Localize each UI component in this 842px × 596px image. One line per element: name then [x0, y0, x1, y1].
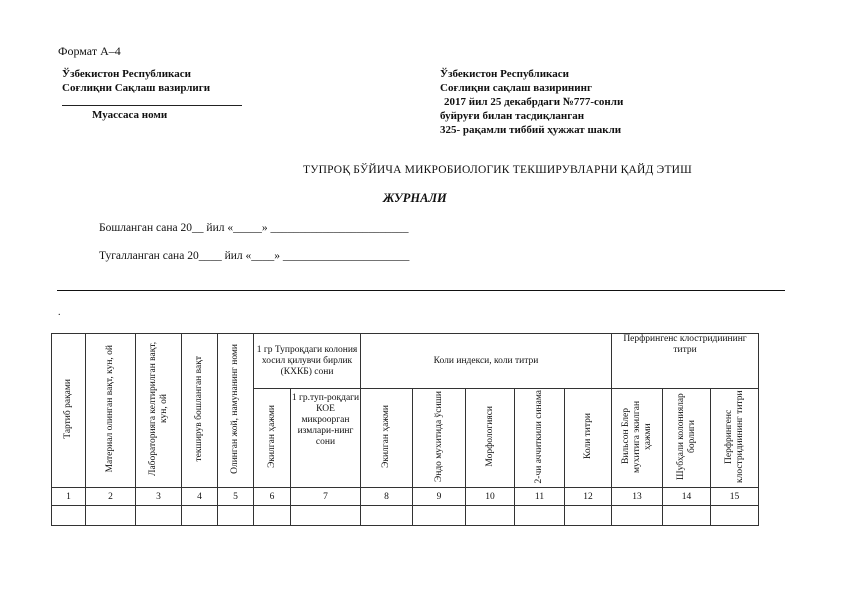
col-header-wilson-blair: Вильсон Блер мухитига экилган ҳажми: [620, 400, 653, 473]
col-header-sown-volume: Экилган ҳажми: [266, 405, 277, 468]
col-header-coli-sown-volume: Экилган ҳажми: [381, 405, 391, 468]
col-header-perfringens-titer: Перфрингенс клостридиининг титри: [723, 390, 745, 483]
header-cell-4: [182, 334, 218, 488]
register-table: [51, 333, 759, 526]
right-header-approved: буйруғи билан тасдиқланган: [440, 110, 585, 122]
col-number-6: 6: [254, 488, 291, 506]
empty-cell: [254, 506, 291, 526]
empty-cell: [361, 506, 413, 526]
col-number-5: 5: [218, 488, 254, 506]
header-cell-2: [86, 334, 136, 488]
col-number-4: 4: [182, 488, 218, 506]
empty-cell: [413, 506, 466, 526]
dot-mark: .: [58, 307, 61, 318]
header-cell-3: [136, 334, 182, 488]
col-number-11: 11: [515, 488, 565, 506]
header-cell-5: [218, 334, 254, 488]
institution-name-label: Муассаса номи: [92, 109, 168, 121]
col-number-1: 1: [52, 488, 86, 506]
col-number-14: 14: [663, 488, 711, 506]
header-cell-11: [515, 389, 565, 488]
header-cell-14: [663, 389, 711, 488]
header-cell-10: [466, 389, 515, 488]
col-header-suspect-colonies: Шубҳали колониялар борлиги: [675, 393, 697, 480]
left-header-ministry-name: Соғлиқни Сақлаш вазирлиги: [62, 82, 211, 94]
col-number-9: 9: [413, 488, 466, 506]
col-number-7: 7: [291, 488, 361, 506]
group-header-coli: Коли индекси, коли титри: [361, 334, 612, 389]
empty-cell: [515, 506, 565, 526]
empty-cell: [466, 506, 515, 526]
col-header-coli-titer: Коли титри: [582, 413, 593, 460]
empty-cell: [291, 506, 361, 526]
end-date-field: Тугалланган сана 20____ йил «____» ______________________: [99, 250, 410, 262]
col-number-12: 12: [565, 488, 612, 506]
document-title: ТУПРОҚ БЎЙИЧА МИКРОБИОЛОГИК ТЕКШИРУВЛАРНИ ҚАЙД ЭТИШ: [303, 164, 692, 176]
empty-cell: [612, 506, 663, 526]
header-cell-6: [254, 389, 291, 488]
col-number-10: 10: [466, 488, 515, 506]
right-header-line2: Соғлиқни сақлаш вазирининг: [440, 82, 592, 94]
col-header-material-taken: Материал олинган вақт, кун, ой: [105, 345, 115, 473]
group-header-cfu: 1 гр Тупроқдаги колония хосил қилувчи бирлик (КХКБ) сони: [254, 334, 361, 389]
empty-cell: [52, 506, 86, 526]
empty-cell: [182, 506, 218, 526]
header-cell-12: [565, 389, 612, 488]
right-header-order-date: 2017 йил 25 декабрдаги №777-сонли: [444, 96, 624, 108]
col-header-test-start: текширув бошланган вақт: [194, 356, 204, 462]
right-header-line1: Ўзбекистон Республикаси: [440, 68, 569, 80]
horizontal-separator: [57, 290, 785, 291]
col-header-order-number: Тартиб рақами: [63, 379, 73, 439]
col-header-cfu-count: 1 гр.туп-роқдаги КОЕ микроорган измлари-нинг сони: [291, 389, 361, 488]
header-cell-13: [612, 389, 663, 488]
header-cell-9: [413, 389, 466, 488]
left-header-ministry-country: Ўзбекистон Республикаси: [62, 68, 191, 80]
col-number-15: 15: [711, 488, 759, 506]
col-header-sample-place: Олинган жой, намунанинг номи: [230, 344, 240, 474]
table-row-empty: [52, 506, 759, 526]
col-header-endo-growth: Эндо мухитида ўсиши: [433, 390, 444, 483]
empty-cell: [86, 506, 136, 526]
col-number-2: 2: [86, 488, 136, 506]
header-cell-8: [361, 389, 413, 488]
right-header-form-number: 325- рақамли тиббий ҳужжат шакли: [440, 124, 622, 136]
col-number-8: 8: [361, 488, 413, 506]
col-number-13: 13: [612, 488, 663, 506]
format-label: Формат А–4: [58, 44, 121, 58]
empty-cell: [711, 506, 759, 526]
col-header-morphology: Морфологияси: [484, 406, 495, 467]
col-header-lab-delivery: Лабораторияга келтирилган вақт, кун, ой: [147, 341, 169, 477]
col-number-3: 3: [136, 488, 182, 506]
institution-name-line: [62, 105, 242, 106]
start-date-field: Бошланган сана 20__ йил «_____» ________________________: [99, 222, 409, 234]
header-cell-1: [52, 334, 86, 488]
header-cell-15: [711, 389, 759, 488]
document-subtitle: ЖУРНАЛИ: [383, 191, 447, 205]
empty-cell: [663, 506, 711, 526]
empty-cell: [136, 506, 182, 526]
column-number-row: [52, 488, 759, 506]
group-header-perfringens: Перфрингенс клостридиининг титри: [612, 334, 759, 389]
empty-cell: [565, 506, 612, 526]
empty-cell: [218, 506, 254, 526]
col-header-fermentation-test: 2-чи аччиткили синама: [534, 389, 544, 484]
